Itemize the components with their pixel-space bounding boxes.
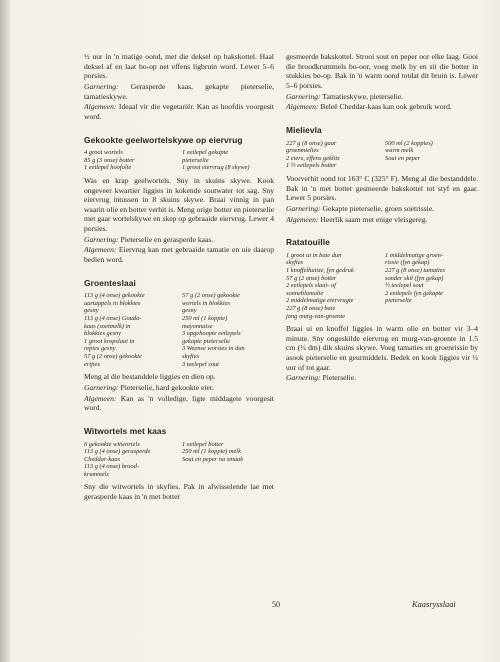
ingredient-column: [286, 140, 379, 170]
ingredient-line: 1 eetlepel hoofolie: [84, 164, 132, 172]
ingredient-list: [84, 441, 274, 479]
ingredient-line: 113 g (4 onse) gerasperde: [84, 448, 151, 456]
recipe-method: Was en krap geelwortels. Sny in skuins skywe. Kook ongeveer kwartier liggies in kokende soutwater tot sag. Sny eiervrug intussen in 8 skuins skywe. Braai vinnig in pan waarin olie en botter verhit is. Meng orige botter en pieterselie met gaar wortelskywe en skep op gebraaide eiervrug. Lewer 4 porsies.: [84, 175, 274, 233]
recipe-garnish: Garnering: Pieterselie.: [286, 373, 357, 383]
recipe-title: Groenteslaai: [84, 277, 136, 288]
ingredient-line: 1 knoffelhuisie, fyn gedruk: [286, 267, 354, 275]
recipe-title: Gekookte geelwortelskywe op eiervrug: [84, 134, 243, 145]
recipe-method: Voorverhit oond tot 163° C (325° F). Meng al die bestanddele. Bak in 'n met botter gesmeerde bakskottel tot styf en gaar. Lewer 5 porsies.: [286, 173, 478, 203]
ingredient-line: 57 g (2 onse) botter: [286, 274, 337, 282]
ingredient-line: 2 middelmatige eiervrugte: [286, 297, 354, 305]
ingredient-line: ½ teelepel sout: [385, 282, 424, 290]
ingredient-column: [182, 292, 274, 368]
recipe-method: Sny die witwortels in skyfies. Pak in afwisselende lae met gerasperde kaas in 'n met botter: [84, 482, 274, 502]
ingredient-list: [84, 149, 274, 172]
ingredient-line: 3 teelepel sout: [182, 360, 219, 368]
ingredient-list: [286, 140, 478, 170]
ingredient-list: [286, 252, 478, 320]
page-number: 50: [272, 600, 280, 609]
ingredient-line: 4 groot wortels: [84, 149, 123, 157]
ingredient-line: sonder skil (fyn gekap): [385, 274, 444, 282]
ingredient-line: 227 g (8 onse) tamaties: [385, 267, 445, 275]
ingredient-column: [84, 292, 176, 368]
recipe-garnish: Garnering: Pieterselie, hard gekookte eier.: [84, 382, 214, 392]
ingredient-line: jong murg-van-groente: [286, 312, 345, 320]
recipe-title: Ratatouille: [286, 237, 330, 248]
book-binding-shadow: [0, 0, 10, 662]
ingredient-line: 1 groot kropslaai in: [84, 337, 135, 345]
ingredient-line: Cheddar-kaas: [84, 455, 121, 463]
ingredient-line: 1 ½ eetlepels botter: [286, 162, 337, 170]
recipe-title: Mielievla: [286, 124, 322, 135]
ingredient-line: 3 opgehoopte eetlepels: [182, 330, 241, 338]
ingredient-list: [84, 292, 274, 368]
ingredient-column: [182, 441, 274, 479]
ingredient-line: 2 eiers, effens geklits: [286, 154, 340, 162]
recipe-general: Algemeen: Eiervrug kan met gebraaide tamatie en uie daarop bedien word.: [84, 245, 274, 265]
ingredient-line: Sout en peper: [385, 154, 421, 162]
ingredient-line: 85 g (3 onse) botter: [84, 156, 135, 164]
ingredient-line: 6 gekookte witwortels: [84, 440, 140, 448]
ingredient-column: [286, 252, 379, 320]
chapter-title: Kaasrysslaai: [412, 600, 456, 609]
ingredient-line: 227 g (8 onse) gaar: [286, 139, 337, 147]
right-column: [286, 52, 478, 384]
ingredient-line: 2 eetlepels fyn gekapte: [385, 289, 444, 297]
ingredient-line: groenmielies: [286, 147, 319, 155]
ingredient-line: pieterselie: [385, 297, 412, 305]
ingredient-line: 250 ml (1 koppie) melk: [182, 448, 241, 456]
ingredient-line: skyfies: [182, 352, 200, 360]
intro-general: Algemeen: Ideaal vir die vegetariër. Kan as hoofdis voorgesit word.: [84, 102, 274, 121]
recipe-general: Algemeen: Heerlik saam met enige vleisgereg.: [286, 214, 428, 224]
ingredient-line: aartappels in blokkies: [84, 299, 141, 307]
ingredient-line: 113 g (4 onse) brood-: [84, 463, 140, 471]
ingredient-line: 250 ml (1 koppie): [182, 315, 228, 322]
ingredient-line: krummels: [84, 470, 109, 478]
intro-paragraph: ½ uur in 'n matige oond, met die deksel op bakskottel. Haal deksel af en laat bo-op net effens ligbruin word. Lewer 5–6 porsies.: [84, 52, 274, 81]
ingredient-line: gekapte pieterselie: [182, 337, 231, 345]
ingredient-line: Sout en peper na smaak: [182, 455, 244, 463]
ingredient-line: 2 eetlepels slaai- of: [286, 282, 336, 290]
ingredient-line: gesny: [182, 307, 197, 315]
ingredient-column: [84, 441, 176, 479]
left-column: [84, 52, 274, 503]
ingredient-line: sonneblomolie: [286, 289, 324, 297]
ingredient-line: blokkies gesny: [84, 330, 122, 338]
ingredient-line: 57 g (2 onse) gekookte: [182, 292, 240, 300]
ingredient-line: skyfies: [286, 259, 304, 267]
ingredient-column: [385, 252, 478, 320]
ingredient-line: 500 ml (2 koppies): [385, 139, 433, 147]
ingredient-column: [182, 149, 274, 172]
intro-garnish: Garnering: Gerasperde kaas, gekapte pieterselie, tamatieskywe.: [84, 81, 274, 101]
ingredient-line: pieterselie: [182, 156, 209, 164]
intro-general: Algemeen: Beleë Cheddar-kaas kan ook gebruik word.: [286, 102, 452, 112]
ingredient-line: 1 eetlepel gekapte: [182, 149, 229, 157]
recipe-garnish: Garnering: Pieterselie en gerasperde kaas.: [84, 234, 214, 244]
ingredient-line: mayonnaise: [182, 322, 213, 330]
ingredient-line: 1 groot eiervrug (8 skywe): [182, 164, 250, 172]
recipe-title: Witwortels met kaas: [84, 425, 167, 436]
ingredient-line: 113 g (4 onse) gekookte: [84, 292, 145, 300]
ingredient-line: gesny: [84, 307, 99, 315]
ingredient-line: 113 g (4 onse) Gouda-: [84, 315, 142, 322]
recipe-general: Algemeen: Kan as 'n volledige, ligte middagete voorgesit word.: [84, 393, 274, 413]
ingredient-line: rissie (fyn gekap): [385, 259, 430, 267]
ingredient-line: 1 middelmatige groen-: [385, 251, 443, 259]
recipe-method: Braai ui en knoffel liggies in warm olie en botter vir 3–4 minute. Sny ongeskilde eiervrug en murg-van-groente in 1.5 cm (½ dm) dik skuins skywe. Voeg tamaties en groenrissie by asook pieterselie en geurmiddels. Bedek en kook liggies vir ½ uur of tot gaar.: [286, 324, 478, 372]
recipe-garnish: Garnering: Gekapte pieterselie, groen soetrissie.: [286, 203, 435, 213]
ingredient-column: [84, 149, 176, 172]
intro-garnish: Garnering: Tamatieskywe, pieterselie.: [286, 91, 404, 101]
intro-paragraph: gesmeerde bakskottel. Strooi sout en peper oor elke laag. Gooi die broodkrummels bo-oor, voeg melk by en sit die botter in stukkies bo-op. Bak in 'n warm oond totdat dit bruin is. Lewer 5–6 porsies.: [286, 52, 478, 90]
ingredient-line: 3 Weense worsies in dun: [182, 345, 245, 353]
ingredient-line: warm melk: [385, 147, 414, 155]
ingredient-line: 57 g (2 onse) gekookte: [84, 352, 142, 360]
ingredient-line: kaas (soetmelk) in: [84, 322, 131, 330]
ingredient-line: repies gesny: [84, 345, 116, 353]
ingredient-line: 227 g (8 onse) baie: [286, 305, 336, 312]
ingredient-column: [385, 140, 478, 170]
ingredient-line: ertjies: [84, 360, 100, 368]
recipe-method: Meng al die bestanddele liggies en dien op.: [84, 372, 216, 382]
ingredient-line: wortels in blokkies: [182, 299, 230, 307]
ingredient-line: 1 groot ui in baie dun: [286, 251, 342, 259]
ingredient-line: 1 eetlepel botter: [182, 440, 224, 448]
